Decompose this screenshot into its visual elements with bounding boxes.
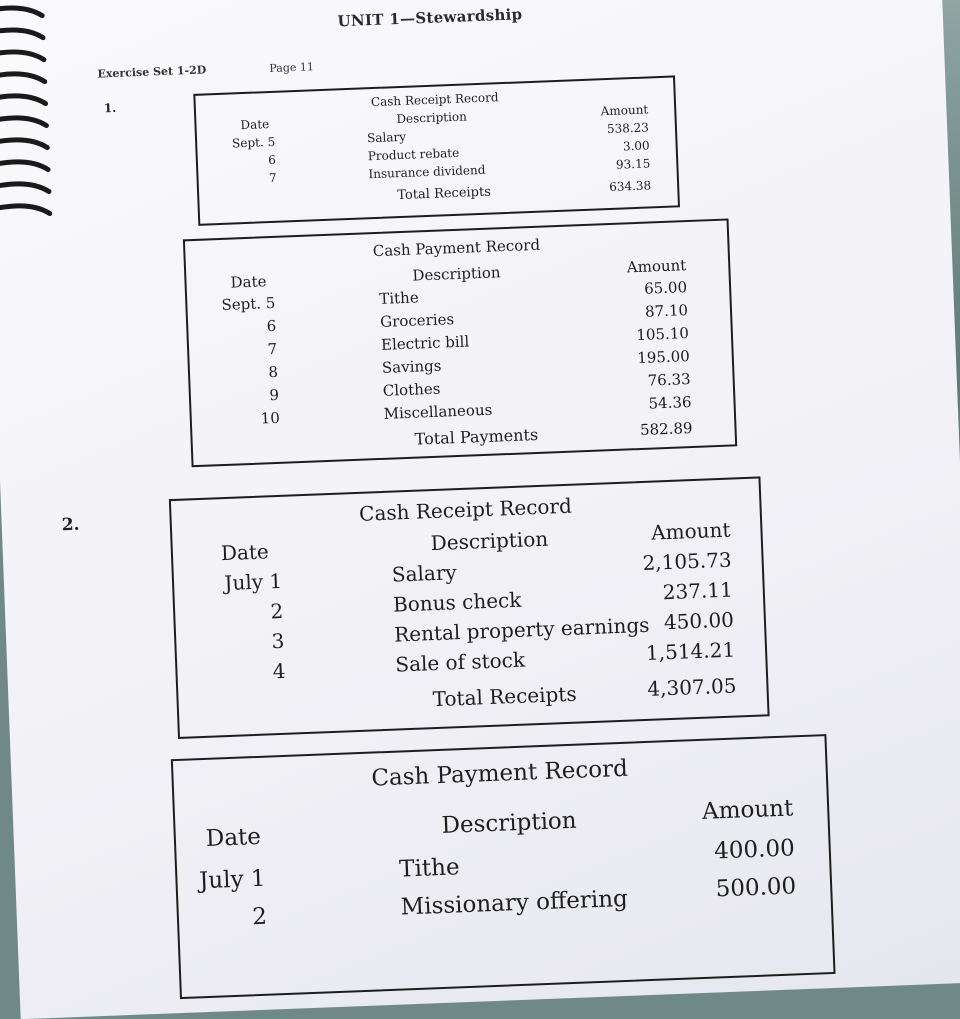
receipt-record-1 <box>193 75 680 225</box>
row-description: Savings <box>381 356 442 377</box>
question-number-1: 1. <box>103 100 117 116</box>
row-date: 2 <box>270 598 284 624</box>
record-title: Cash Payment Record <box>372 235 541 261</box>
row-date: 10 <box>260 408 281 428</box>
col-amount: Amount <box>626 256 687 277</box>
col-date: Date <box>205 823 262 852</box>
payment-record-1 <box>183 218 737 467</box>
row-date: 6 <box>267 152 277 168</box>
row-date: Sept. 5 <box>231 134 276 151</box>
row-amount: 65.00 <box>643 278 688 298</box>
row-description: Electric bill <box>380 332 470 354</box>
col-description: Description <box>430 526 549 556</box>
row-amount: 2,105.73 <box>642 547 733 576</box>
row-date: July 1 <box>223 568 283 596</box>
row-date: 4 <box>272 658 286 684</box>
record-title: Cash Payment Record <box>370 755 629 792</box>
row-amount: 500.00 <box>715 873 797 903</box>
row-description: Groceries <box>379 310 455 331</box>
row-amount: 400.00 <box>713 835 796 865</box>
row-description: Product rebate <box>367 145 460 164</box>
col-description: Description <box>412 263 501 285</box>
row-date: 6 <box>266 316 277 336</box>
row-date: 7 <box>268 170 277 186</box>
row-amount: 195.00 <box>636 347 691 368</box>
row-description: Rental property earnings <box>393 612 650 647</box>
row-description: Salary <box>391 560 458 587</box>
payment-record-2 <box>171 734 836 999</box>
row-date: 2 <box>251 903 268 931</box>
row-description: Insurance dividend <box>368 162 486 182</box>
unit-title: UNIT 1—Stewardship <box>337 5 523 31</box>
page-reference: Page 11 <box>269 60 315 75</box>
col-date: Date <box>240 117 270 133</box>
row-description: Missionary offering <box>400 885 629 921</box>
col-date: Date <box>220 539 270 566</box>
total-label: Total Receipts <box>397 184 492 204</box>
row-description: Tithe <box>378 288 419 308</box>
question-number-2: 2. <box>61 514 80 536</box>
total-amount: 4,307.05 <box>646 673 737 701</box>
col-description: Description <box>441 807 578 839</box>
record-title: Cash Receipt Record <box>358 493 573 526</box>
row-description: Sale of stock <box>394 647 526 677</box>
row-amount: 87.10 <box>644 301 689 321</box>
row-date: Sept. 5 <box>221 293 276 314</box>
row-amount: 105.10 <box>636 324 690 345</box>
col-amount: Amount <box>650 517 731 545</box>
row-date: July 1 <box>198 865 266 895</box>
row-description: Bonus check <box>392 587 522 617</box>
col-amount: Amount <box>600 102 649 119</box>
row-date: 8 <box>268 362 279 382</box>
row-description: Tithe <box>398 854 461 883</box>
row-description: Salary <box>366 129 407 146</box>
row-amount: 54.36 <box>648 393 692 413</box>
row-description: Miscellaneous <box>383 400 493 423</box>
total-amount: 582.89 <box>639 419 693 440</box>
row-date: 9 <box>269 385 280 405</box>
spiral-binding-icon <box>0 0 71 240</box>
exercise-label: Exercise Set 1-2D <box>97 63 207 81</box>
col-description: Description <box>396 109 468 127</box>
receipt-record-2 <box>169 476 770 739</box>
col-amount: Amount <box>701 795 794 825</box>
total-label: Total Payments <box>414 424 539 449</box>
row-amount: 3.00 <box>622 138 650 154</box>
row-amount: 538.23 <box>606 120 650 137</box>
row-date: 3 <box>271 628 285 654</box>
row-amount: 450.00 <box>663 607 735 635</box>
row-amount: 76.33 <box>647 370 691 390</box>
row-date: 7 <box>267 339 278 359</box>
total-amount: 634.38 <box>608 178 652 195</box>
row-amount: 93.15 <box>615 156 651 172</box>
total-label: Total Receipts <box>432 681 578 712</box>
row-amount: 237.11 <box>662 577 734 605</box>
row-description: Clothes <box>382 379 441 400</box>
row-amount: 1,514.21 <box>645 637 736 665</box>
col-date: Date <box>230 272 267 292</box>
record-title: Cash Receipt Record <box>370 90 499 110</box>
